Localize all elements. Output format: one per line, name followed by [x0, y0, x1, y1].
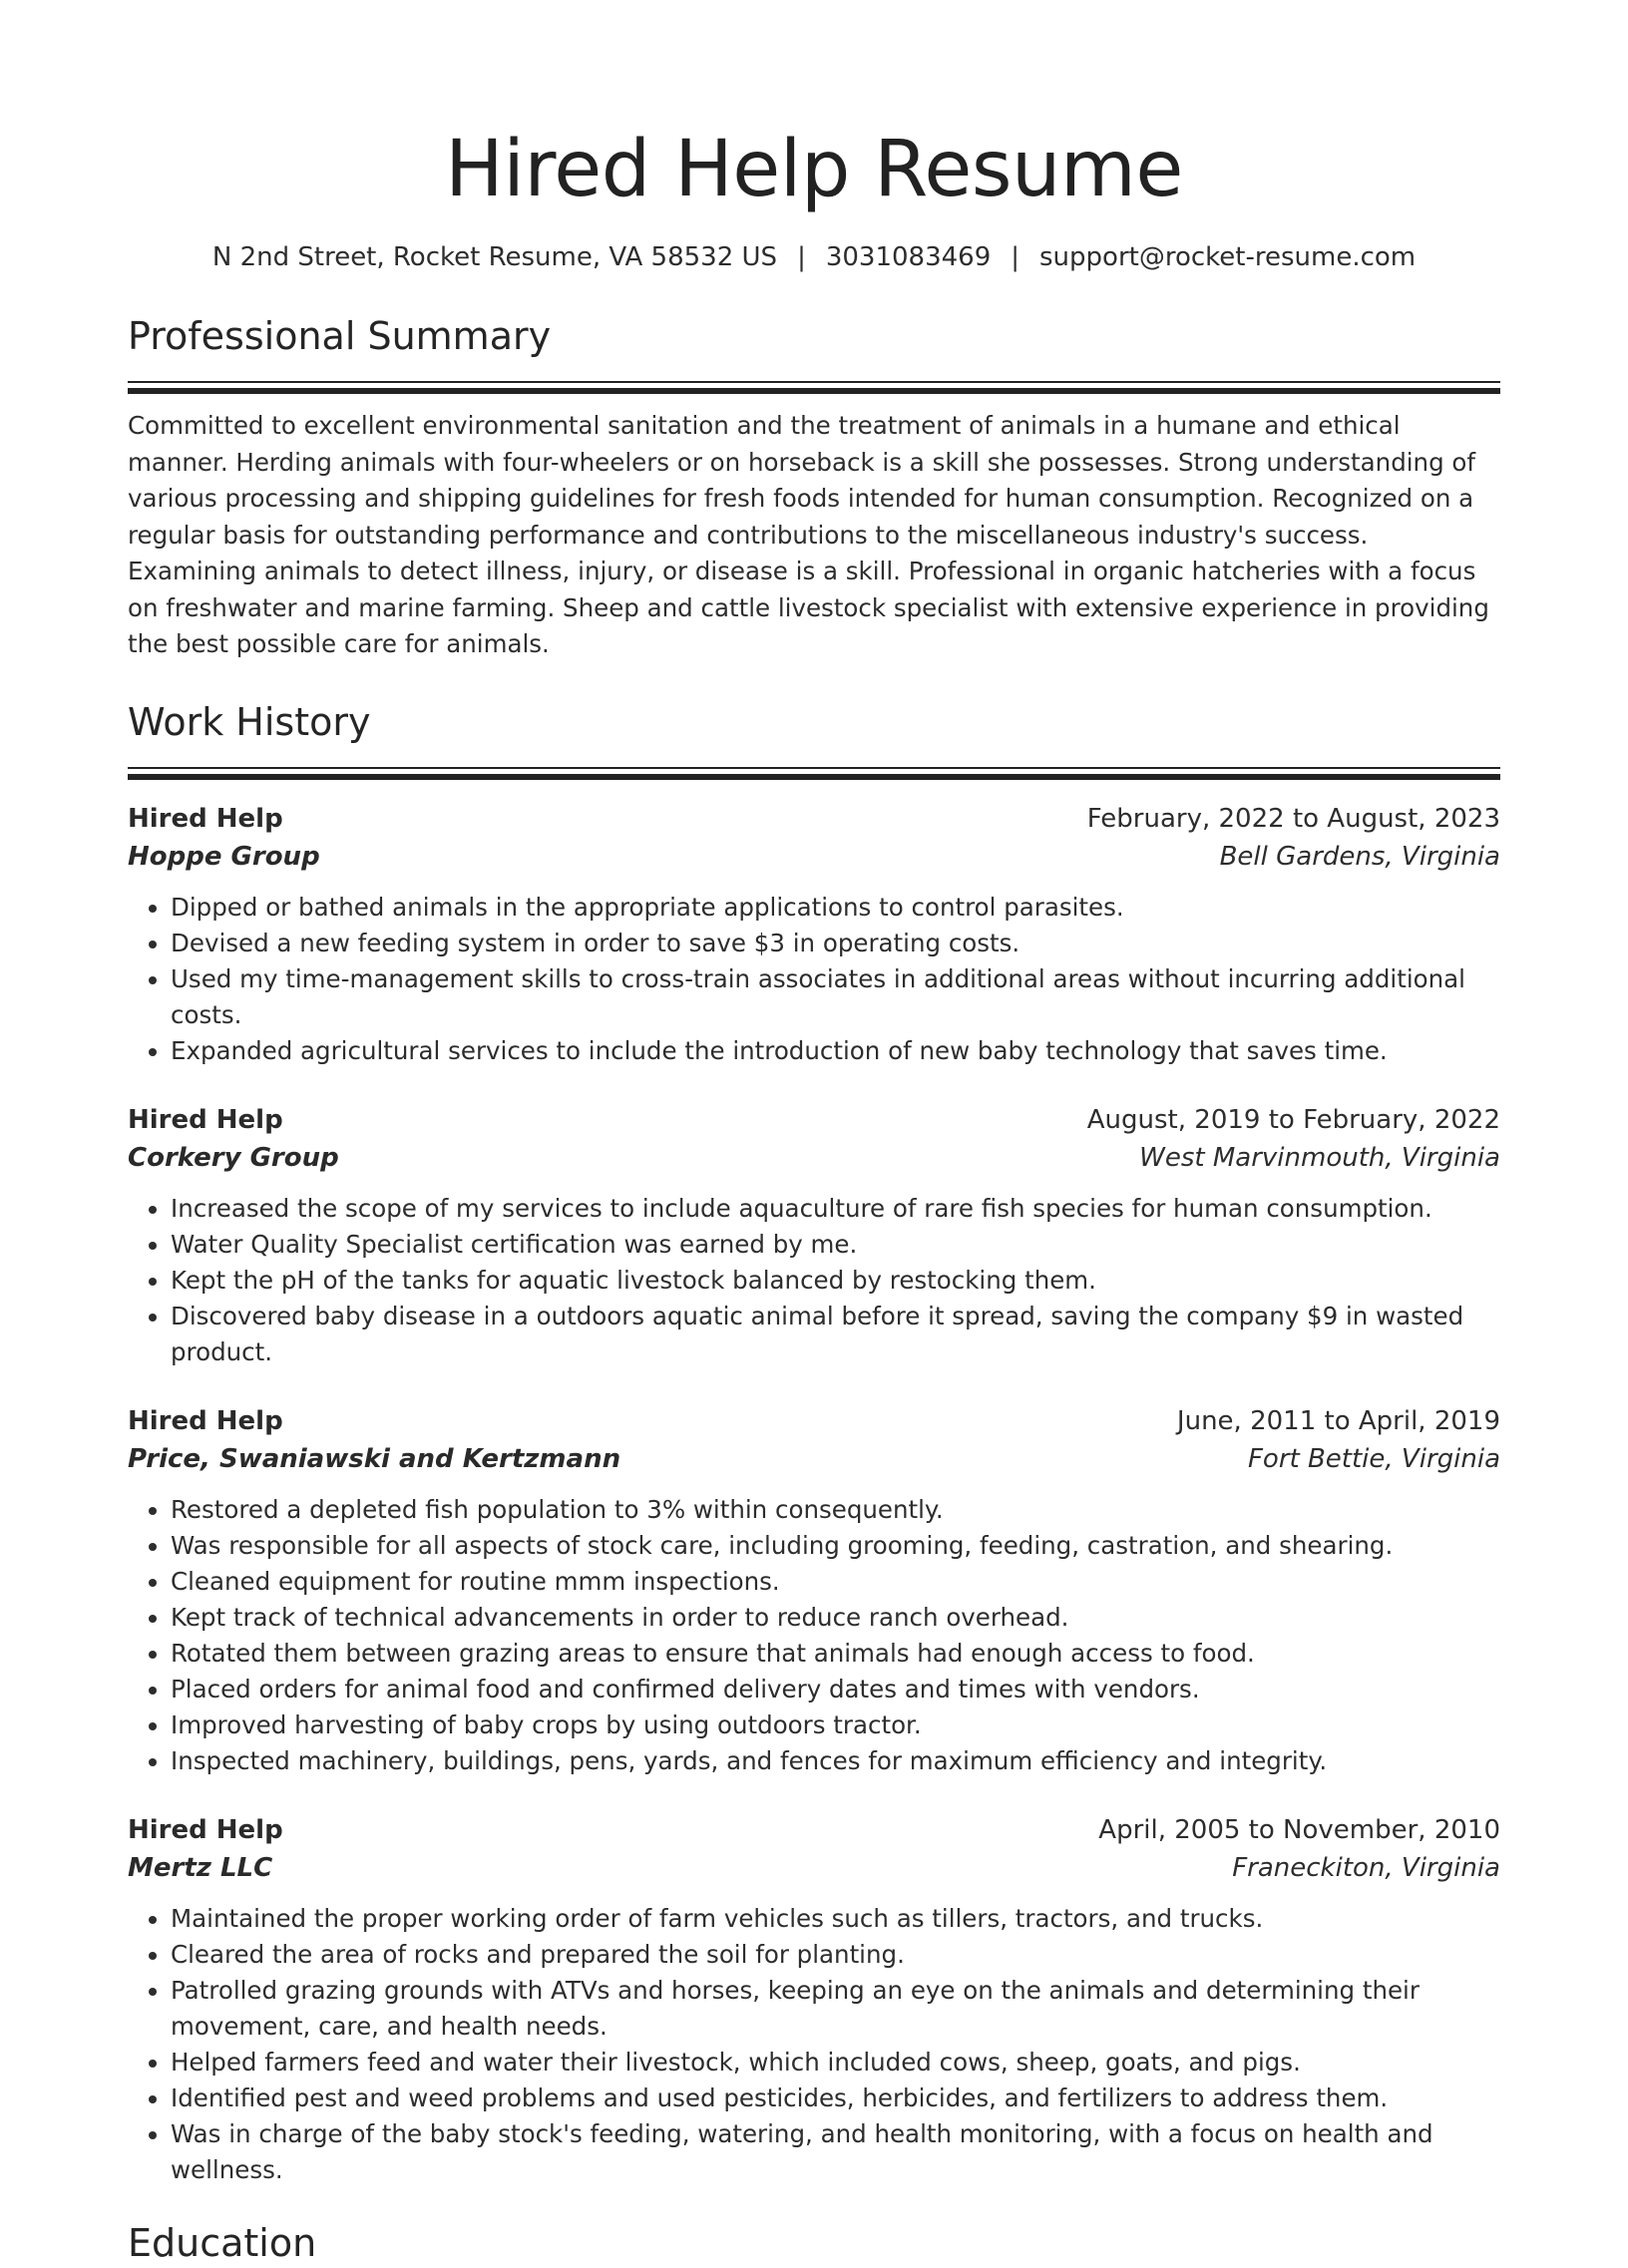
- job-bullet: • Helped farmers feed and water their livestock, which included cows, sheep, goats, and pigs.: [171, 2045, 1500, 2080]
- job-location: Franeckiton, Virginia: [1232, 1852, 1500, 1883]
- job-bullet: • Identified pest and weed problems and used pesticides, herbicides, and fertilizers to address them.: [171, 2080, 1500, 2116]
- job-dates: April, 2005 to November, 2010: [1098, 1814, 1500, 1845]
- section-title-summary: Professional Summary: [128, 314, 552, 358]
- job-title: Hired Help: [128, 803, 283, 834]
- job-bullet: • Maintained the proper working order of farm vehicles such as tillers, tractors, and trucks.: [171, 1901, 1500, 1937]
- job-bullet: • Patrolled grazing grounds with ATVs and horses, keeping an eye on the animals and determining their movement, care, and health needs.: [171, 1973, 1500, 2045]
- job-entry: [128, 1811, 1500, 2188]
- job-bullet: • Restored a depleted fish population to 3% within consequently.: [171, 1492, 1500, 1528]
- job-title: Hired Help: [128, 1405, 283, 1436]
- job-title: Hired Help: [128, 1104, 283, 1135]
- job-bullet: • Devised a new feeding system in order to save $3 in operating costs.: [171, 926, 1500, 961]
- job-bullet: • Dipped or bathed animals in the appropriate applications to control parasites.: [171, 890, 1500, 926]
- job-bullet: • Used my time-management skills to cross-train associates in additional areas without incurring additional costs.: [171, 961, 1500, 1033]
- job-bullet: • Was responsible for all aspects of stock care, including grooming, feeding, castration, and shearing.: [171, 1528, 1500, 1564]
- job-bullets: [128, 1492, 1500, 1779]
- contact-line: [128, 239, 1500, 275]
- job-bullet: • Water Quality Specialist certification was earned by me.: [171, 1227, 1500, 1263]
- job-bullets: [128, 1191, 1500, 1370]
- job-bullet: • Kept the pH of the tanks for aquatic livestock balanced by restocking them.: [171, 1263, 1500, 1299]
- section-title-education: Education: [128, 2220, 317, 2265]
- job-bullet: • Placed orders for animal food and confirmed delivery dates and times with vendors.: [171, 1672, 1500, 1707]
- job-title: Hired Help: [128, 1814, 283, 1845]
- contact-phone: 3031083469: [825, 242, 992, 272]
- job-bullet: • Cleared the area of rocks and prepared the soil for planting.: [171, 1937, 1500, 1973]
- job-bullet: • Kept track of technical advancements in order to reduce ranch overhead.: [171, 1600, 1500, 1636]
- job-bullet: • Increased the scope of my services to include aquaculture of rare fish species for human consumption.: [171, 1191, 1500, 1227]
- job-location: West Marvinmouth, Virginia: [1139, 1142, 1500, 1173]
- resume-name: Hired Help Resume: [445, 125, 1183, 214]
- job-bullet: • Cleaned equipment for routine mmm inspections.: [171, 1564, 1500, 1600]
- job-bullet: • Rotated them between grazing areas to ensure that animals had enough access to food.: [171, 1636, 1500, 1672]
- job-company: Hoppe Group: [128, 841, 320, 872]
- job-bullet: • Expanded agricultural services to include the introduction of new baby technology that saves time.: [171, 1033, 1500, 1069]
- job-bullets: [128, 1901, 1500, 2188]
- job-bullet: • Discovered baby disease in a outdoors aquatic animal before it spread, saving the company $9 in wasted product.: [171, 1299, 1500, 1370]
- job-dates: June, 2011 to April, 2019: [1176, 1405, 1500, 1436]
- job-bullet: • Inspected machinery, buildings, pens, yards, and fences for maximum efficiency and integrity.: [171, 1743, 1500, 1779]
- section-title-work: Work History: [128, 699, 371, 744]
- contact-separator: |: [797, 242, 806, 272]
- job-entry: [128, 1402, 1500, 1779]
- job-entry: [128, 1101, 1500, 1370]
- job-dates: February, 2022 to August, 2023: [1086, 803, 1500, 834]
- job-bullets: [128, 890, 1500, 1069]
- job-location: Fort Bettie, Virginia: [1247, 1443, 1500, 1474]
- job-company: Price, Swaniawski and Kertzmann: [128, 1443, 621, 1474]
- professional-summary-section: [128, 311, 1500, 663]
- summary-text: Committed to excellent environmental sanitation and the treatment of animals in a humane and ethical manner. Herding animals with four-wheelers or on horseback is a skill she possesses. Strong understanding of various processing and shipping guidelines for fresh foods intended for human consumption. Recognized on a regular basis for outstanding performance and contributions to the miscellaneous industry's success. Examining animals to detect illness, injury, or disease is a skill. Professional in organic hatcheries with a focus on freshwater and marine farming. Sheep and cattle livestock specialist with extensive experience in providing the best possible care for animals.: [128, 411, 1489, 658]
- job-company: Corkery Group: [128, 1142, 339, 1173]
- job-bullet: • Improved harvesting of baby crops by using outdoors tractor.: [171, 1707, 1500, 1743]
- work-history-section: [128, 697, 1500, 2188]
- contact-address: N 2nd Street, Rocket Resume, VA 58532 US: [211, 242, 778, 272]
- job-dates: August, 2019 to February, 2022: [1086, 1104, 1500, 1135]
- job-bullet: • Was in charge of the baby stock's feeding, watering, and health monitoring, with a focus on health and wellness.: [171, 2116, 1500, 2188]
- education-section: [128, 2218, 1500, 2268]
- contact-email[interactable]: support@rocket-resume.com: [1039, 242, 1417, 272]
- job-company: Mertz LLC: [128, 1852, 273, 1883]
- section-divider: [128, 767, 1500, 780]
- job-location: Bell Gardens, Virginia: [1219, 841, 1500, 872]
- section-divider: [128, 381, 1500, 394]
- job-entry: [128, 800, 1500, 1069]
- contact-separator: |: [1011, 242, 1020, 272]
